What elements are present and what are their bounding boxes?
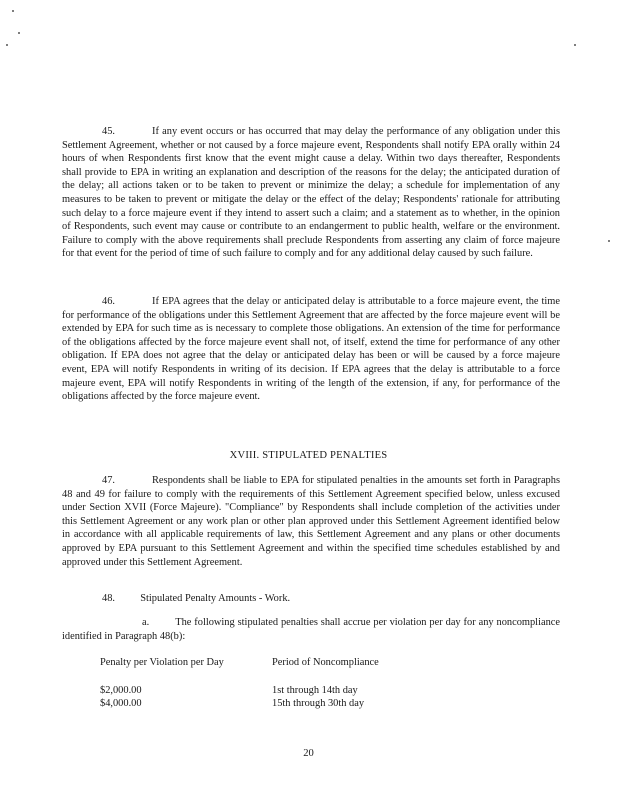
- table-cell-period: 1st through 14th day: [272, 685, 358, 696]
- scan-speck: [18, 32, 20, 34]
- paragraph-text: If any event occurs or has occurred that may delay the performance of any obligation under this Settlement Agreement, whether or not caused by a force majeure event, Respondents shall notify EPA orally within 24 hours of when Respondents first know that the event might cause a delay. Within two days thereafter, Respondents shall provide to EPA in writing an explanation and description of the reasons for the delay; the anticipated duration of the delay; all actions taken or to be taken to prevent or minimize the delay; a schedule for implementation of any measures to be taken to prevent or mitigate the delay or the effect of the delay; Respondents' rationale for attributing such delay to a force majeure event if they intend to assert such a claim; and a statement as to whether, in the opinion of Respondents, such event may cause or contribute to an endangerment to public health, welfare or the environment. Failure to comply with the above requirements shall preclude Respondents from asserting any claim of force majeure for that event for the period of time of such failure to comply and for any additional delay caused by such failure.: [62, 126, 560, 260]
- subparagraph-letter: a.: [142, 617, 150, 628]
- scan-speck: [6, 44, 8, 46]
- section-heading: XVIII. STIPULATED PENALTIES: [229, 450, 388, 461]
- table-cell-period: 15th through 30th day: [272, 698, 365, 709]
- scan-speck: [608, 240, 610, 242]
- paragraph-text: The following stipulated penalties shall accrue per violation per day for any noncompliance identified in Paragraph 48(b):: [62, 617, 560, 642]
- table-cell-penalty: $4,000.00: [100, 698, 142, 709]
- paragraph-text: Respondents shall be liable to EPA for stipulated penalties in the amounts set forth in Paragraphs 48 and 49 for failure to comply with the requirements of this Settlement Agreement specified below, unless excused under Section XVII (Force Majeure). "Compliance" by Respondents shall include completion of the activities under this Settlement Agreement or any work plan or other plan approved under this Settlement Agreement identified below in accordance with all applicable requirements of law, this Settlement Agreement and any plans or other documents approved by EPA pursuant to this Settlement Agreement and within the specified time schedules established by and approved under this Settlement Agreement.: [62, 475, 560, 568]
- page-number: 20: [303, 748, 314, 759]
- paragraph-46: [62, 295, 560, 404]
- paragraph-text: If EPA agrees that the delay or anticipated delay is attributable to a force majeure event, the time for performance of the obligations under this Settlement Agreement that are affected by the force majeure event will be extended by EPA for such time as is necessary to complete those obligations. An extension of the time for performance of the obligations affected by the force majeure event shall not, of itself, extend the time for performance of any other obligation. If EPA does not agree that the delay or anticipated delay has been or will be caused by a force majeure event, EPA will notify Respondents in writing of its decision. If EPA agrees that the delay is attributable to a force majeure event, EPA will notify Respondents in writing of the length of the extension, if any, for performance of the obligations affected by the force majeure event.: [62, 296, 560, 403]
- paragraph-text: Stipulated Penalty Amounts - Work.: [140, 593, 291, 604]
- paragraph-number: 45.: [102, 126, 115, 137]
- paragraph-number: 47.: [102, 475, 115, 486]
- paragraph-45: [62, 125, 560, 261]
- paragraph-number: 48.: [102, 593, 115, 604]
- paragraph-number: 46.: [102, 296, 115, 307]
- paragraph-48a: [62, 616, 560, 643]
- table-header-penalty: Penalty per Violation per Day: [100, 657, 224, 668]
- paragraph-47: [62, 474, 560, 569]
- paragraph-48: [102, 592, 290, 605]
- table-header-period: Period of Noncompliance: [272, 657, 379, 668]
- scan-speck: [12, 10, 14, 12]
- table-cell-penalty: $2,000.00: [100, 685, 142, 696]
- scan-speck: [574, 44, 576, 46]
